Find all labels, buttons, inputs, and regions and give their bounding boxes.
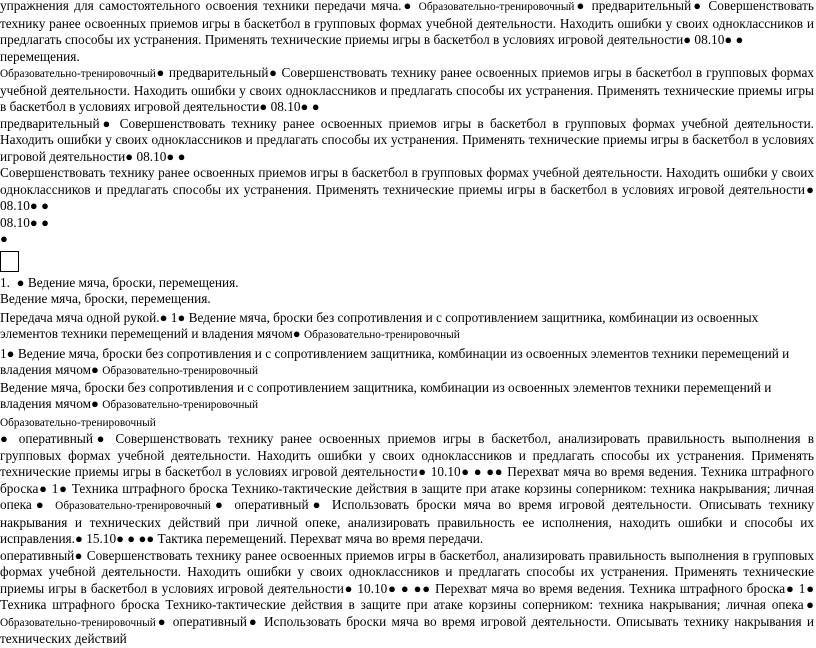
paragraph-2	[0, 49, 816, 66]
text-run: 1	[51, 480, 59, 496]
text-run: Образовательно-тренировочный	[0, 68, 156, 80]
bullet-icon: ●	[138, 531, 147, 546]
text-run: Использовать броски мяча во время игровой деятельности. Описывать технику накрывания и технических действий	[0, 613, 815, 646]
text-run: 08.10	[0, 198, 30, 213]
bullet-icon: ●	[38, 480, 48, 496]
bullet-icon: ●	[74, 547, 83, 563]
bullet-icon: ●	[31, 497, 48, 512]
paragraph-3	[0, 65, 816, 116]
text-run: Совершенствовать технику ранее освоенных приемов игры в баскетбол в групповых формах учебной деятельности. Находить ошибки у своих одноклассников и предлагать способы их устранения. Применять технические приемы игры в баскетбол в условиях игровой деятельности	[0, 115, 815, 164]
text-run: 08.10	[270, 99, 301, 114]
text-run: Образовательно-тренировочный	[0, 616, 156, 629]
paragraph-12	[0, 414, 816, 432]
bullet-icon: ●	[343, 580, 354, 596]
bullet-icon: ●	[6, 345, 15, 361]
text-run: Совершенствовать технику ранее освоенных приемов игры в баскетбол в групповых формах учебной деятельности. Находить ошибки у своих одноклассников и предлагать способы их устранения. Применять технические приемы игры в баскетбол в условиях игровой деятельности	[0, 65, 814, 114]
text-run: Ведение мяча, броски без сопротивления и с сопротивлением защитника, комбинации из освоенных элементов техники перемещений и владения мячом	[0, 309, 759, 341]
bullet-icon: ●	[413, 580, 423, 596]
paragraph-7	[0, 231, 816, 248]
text-run: Образовательно-тренировочный	[418, 1, 575, 13]
bullet-icon: ●	[724, 32, 733, 47]
bullet-icon: ●	[166, 148, 175, 164]
text-run: Техника штрафного броска Технико-тактические действия в защите при атаке корзины соперником: техника накрывания; личная опека	[0, 597, 804, 612]
text-run: Совершенствовать технику ранее освоенных приемов игры в баскетбол, анализировать правильность выполнения в групповых формах учебной деятельности. Находить ошибки у своих одноклассников и предлагать способы их устранения. Применять технические приемы игры в баскетбол в условиях игровой деятельности	[0, 547, 814, 596]
bullet-icon: ●	[41, 214, 49, 230]
bullet-icon: ●	[387, 580, 397, 596]
bullet-icon: ●	[308, 497, 325, 512]
paragraph-14	[0, 548, 816, 648]
text-run: 15.10	[86, 531, 117, 546]
text-run: Перехват мяча во время ведения. Техника штрафного броска	[435, 580, 786, 596]
text-run: Передача мяча одной рукой.	[0, 309, 160, 325]
bullet-icon: ●	[41, 198, 49, 213]
paragraph-13	[0, 431, 816, 548]
bullet-icon: ●	[155, 65, 165, 80]
bullet-icon: ●	[159, 309, 168, 325]
bullet-icon: ●	[116, 531, 124, 546]
bullet-icon: ●	[735, 32, 744, 47]
text-run: Образовательно-тренировочный	[0, 416, 156, 429]
list-number: 1.	[0, 274, 10, 290]
text-run: предварительный	[591, 0, 692, 13]
bullet-icon: ●	[259, 99, 268, 114]
bullet-icon: ●	[803, 597, 814, 612]
bullet-icon: ●	[177, 148, 186, 164]
paragraph-4	[0, 116, 816, 166]
text-run: Ведение мяча, броски без сопротивления и с сопротивлением защитника, комбинации из освоенных элементов техники перемещений и владения мячом	[0, 379, 772, 411]
text-run: 1	[170, 309, 178, 325]
bullet-icon: ●	[91, 362, 99, 377]
bullet-icon: ●	[92, 431, 109, 446]
text-run: Использовать броски мяча во время игровой деятельности. Описывать технику накрывания и технических действий при личной опеке, анализировать правильность ее исполнения, находить ошибки и способы их исправления.	[0, 497, 814, 546]
text-run: Образовательно-тренировочный	[55, 500, 211, 512]
bullet-icon: ●	[16, 274, 25, 290]
paragraph-5	[0, 165, 816, 215]
bullet-icon: ●	[486, 464, 495, 479]
bullet-icon: ●	[300, 99, 309, 114]
paragraph-10	[0, 346, 816, 380]
text-run: Ведение мяча, броски, перемещения.	[27, 274, 239, 290]
bullet-icon: ●	[292, 326, 301, 341]
bullet-icon: ●	[804, 181, 814, 197]
bullet-icon: ●	[683, 32, 692, 47]
bullet-icon: ●	[460, 464, 470, 479]
bullet-icon: ●	[0, 431, 12, 446]
bullet-icon: ●	[417, 464, 427, 479]
text-run: предварительный	[168, 65, 269, 80]
bullet-icon: ●	[125, 148, 134, 164]
text-run: Образовательно-тренировочный	[303, 329, 460, 341]
bullet-icon: ●	[311, 99, 320, 114]
text-run: 10.10	[357, 580, 388, 596]
bullet-icon: ●	[29, 214, 38, 230]
paragraph-1	[0, 0, 816, 49]
bullet-icon: ●	[155, 613, 168, 629]
bullet-icon: ●	[91, 396, 99, 411]
paragraph-8	[0, 291, 816, 308]
text-run: 10.10	[430, 464, 461, 479]
bullet-icon: ●	[75, 531, 83, 546]
text-run: Образовательно-тренировочный	[102, 399, 259, 411]
text-run: Совершенствовать технику ранее освоенных приемов игры в баскетбол в групповых формах учебной деятельности. Находить ошибки у своих одноклассников и предлагать способы их устранения. Применять технические приемы игры в баскетбол в условиях игровой деятельности	[0, 165, 814, 197]
bullet-icon: ●	[177, 309, 186, 325]
bullet-icon: ●	[127, 531, 136, 546]
text-run: Образовательно-тренировочный	[102, 365, 259, 377]
bullet-icon: ●	[785, 580, 795, 596]
text-run: Техника штрафного броска Технико-тактические действия в защите при атаке корзины соперником: техника накрывания; личная опека	[0, 480, 814, 512]
bullet-icon: ●	[29, 198, 38, 213]
text-run: 1	[0, 345, 7, 361]
bullet-icon: ●	[401, 0, 414, 13]
bullet-icon: ●	[422, 580, 431, 596]
bullet-icon: ●	[494, 464, 504, 479]
bullet-icon: ●	[400, 580, 410, 596]
bullet-icon: ●	[691, 0, 704, 13]
bullet-icon: ●	[247, 613, 259, 629]
text-run: Совершенствовать технику ранее освоенных приемов игры в баскетбол, анализировать правильность выполнения в групповых формах учебной деятельности. Находить ошибки у своих одноклассников и предлагать способы их устранения. Применять технические приемы игры в баскетбол в условиях игровой деятельности	[0, 431, 814, 479]
bullet-icon: ●	[574, 0, 587, 13]
text-run: Тактика перемещений. Перехват мяча во время передачи.	[157, 531, 484, 546]
text-run: 08.10	[694, 32, 725, 47]
text-run: 1	[798, 580, 806, 596]
text-run: оперативный	[234, 497, 309, 512]
text-run: Ведение мяча, броски, перемещения.	[0, 291, 211, 306]
empty-cell-box	[0, 251, 19, 272]
text-run: 08.10	[0, 214, 30, 230]
text-run: оперативный	[172, 613, 248, 629]
text-run: оперативный	[18, 431, 93, 446]
text-run: перемещения.	[0, 48, 80, 64]
bullet-icon: ●	[0, 231, 8, 246]
paragraph-9	[0, 310, 816, 344]
bullet-icon: ●	[473, 464, 483, 479]
bullet-icon: ●	[99, 115, 114, 131]
text-run: оперативный	[0, 547, 75, 563]
text-run: 08.10	[136, 148, 167, 164]
bullet-icon: ●	[146, 531, 155, 546]
text-run: Перехват мяча во время ведения. Техника штрафного броска	[0, 464, 815, 496]
paragraph-6	[0, 215, 816, 232]
text-run: упражнения для самостоятельного освоения техники передачи мяча.	[0, 0, 402, 13]
text-run: предварительный	[0, 115, 100, 131]
text-run: Совершенствовать технику ранее освоенных приемов игры в баскетбол в групповых формах учебной деятельности. Находить ошибки у своих одноклассников и предлагать способы их устранения. Применять технические приемы игры в баскетбол в условиях игровой деятельности	[0, 0, 814, 47]
bullet-icon: ●	[805, 580, 815, 596]
bullet-icon: ●	[58, 480, 68, 496]
paragraph-11	[0, 380, 816, 414]
bullet-icon: ●	[210, 497, 227, 512]
numbered-item-1	[0, 275, 816, 292]
text-run: Ведение мяча, броски без сопротивления и с сопротивлением защитника, комбинации из освоенных элементов техники перемещений и владения мячом	[0, 345, 790, 377]
bullet-icon: ●	[268, 65, 278, 80]
